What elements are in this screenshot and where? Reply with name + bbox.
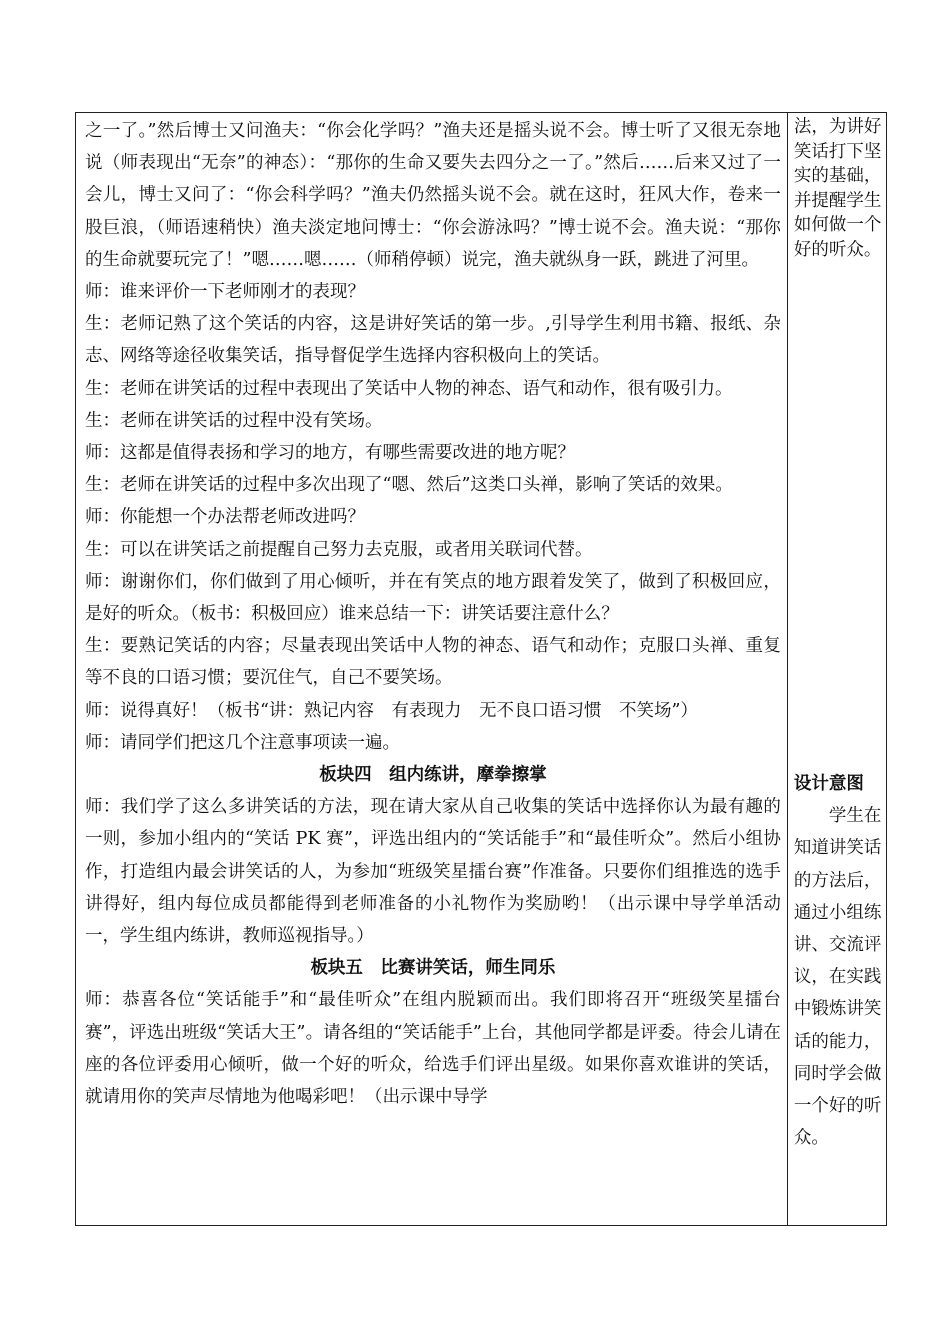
lesson-plan-table	[75, 112, 887, 1226]
dialogue-line: 师：你能想一个办法帮老师改进吗？	[85, 507, 365, 528]
main-content-cell	[76, 113, 788, 1226]
dialogue-line: 生：老师在讲笑话的过程中多次出现了“嗯、然后”这类口头禅，影响了笑话的效果。	[85, 475, 733, 496]
dialogue-line: 师：请同学们把这几个注意事项读一遍。	[85, 732, 400, 753]
table-row	[76, 113, 887, 1226]
dialogue-line: 师：谢谢你们，你们做到了用心倾听，并在有笑点的地方跟着发笑了，做到了积极回应，是好的听众。（板书：积极回应）谁来总结一下：讲笑话要注意什么？	[85, 571, 781, 625]
design-note-continued: 法，为讲好笑话打下坚实的基础，并提醒学生如何做一个好的听众。	[793, 117, 882, 260]
main-content	[76, 113, 787, 1225]
dialogue-line: 师：说得真好！（板书“讲：熟记内容 有表现力 无不良口语习惯 不笑场”）	[85, 700, 698, 721]
design-notes	[788, 113, 886, 1225]
dialogue-line: 生：老师在讲笑话的过程中没有笑场。	[85, 410, 383, 431]
section-heading-5: 板块五 比赛讲笑话，师生同乐	[310, 958, 556, 979]
dialogue-line: 生：老师记熟了这个笑话的内容，这是讲好笑话的第一步。,引导学生利用书籍、报纸、杂志、网络等途径收集笑话，指导督促学生选择内容积极向上的笑话。	[85, 314, 781, 367]
dialogue-line: 生：可以在讲笑话之前提醒自己努力去克服，或者用关联词代替。	[85, 539, 593, 560]
dialogue-line: 生：老师在讲笑话的过程中表现出了笑话中人物的神态、语气和动作，很有吸引力。	[85, 378, 733, 399]
design-intent-title: 设计意图	[793, 774, 864, 794]
section-5-paragraph: 师：恭喜各位“笑话能手”和“最佳听众”在组内脱颖而出。我们即将召开“班级笑星擂台赛”，评选出班级“笑话大王”。请各组的“笑话能手”上台，其他同学都是评委。待会儿请在座的各位评委用心倾听，做一个好的听众，给选手们评出星级。如果你喜欢谁讲的笑话，就请用你的笑声尽情地为他喝彩吧！（出示课中导学	[85, 990, 781, 1108]
dialogue-line: 师：谁来评价一下老师刚才的表现？	[85, 282, 365, 303]
design-intent-text: 学生在知道讲笑话的方法后，通过小组练讲、交流评议，在实践中锻炼讲笑话的能力，同时学会做一个好的听众。	[793, 806, 882, 1149]
section-heading-4: 板块四 组内练讲，摩拳擦掌	[319, 765, 547, 786]
dialogue-line: 师：这都是值得表扬和学习的地方，有哪些需要改进的地方呢？	[85, 443, 575, 464]
story-paragraph: 之一了。”然后博士又问渔夫：“你会化学吗？”渔夫还是摇头说不会。博士听了又很无奈地说（师表现出“无奈”的神态）：“那你的生命又要失去四分之一了。”然后……后来又过了一会儿，博士又问了：“你会科学吗？”渔夫仍然摇头说不会。就在这时，狂风大作，卷来一股巨浪，（师语速稍快）渔夫淡定地问博士：“你会游泳吗？”博士说不会。渔夫说：“那你的生命就要玩完了！”嗯……嗯……（师稍停顿）说完，渔夫就纵身一跃，跳进了河里。	[85, 121, 781, 270]
dialogue-line: 生：要熟记笑话的内容；尽量表现出笑话中人物的神态、语气和动作；克服口头禅、重复等不良的口语习惯；要沉住气，自己不要笑场。	[85, 636, 781, 689]
design-notes-cell	[787, 113, 886, 1226]
section-4-paragraph: 师：我们学了这么多讲笑话的方法，现在请大家从自己收集的笑话中选择你认为最有趣的一则，参加小组内的“笑话 PK 赛”，评选出组内的“笑话能手”和“最佳听众”。然后小组协作，打造组内最会讲笑话的人，为参加“班级笑星擂台赛”作准备。只要你们组推选的选手讲得好，组内每位成员都能得到老师准备的小礼物作为奖励哟！（出示课中导学单活动一，学生组内练讲，教师巡视指导。）	[85, 797, 781, 947]
design-intent-block	[794, 768, 883, 1154]
